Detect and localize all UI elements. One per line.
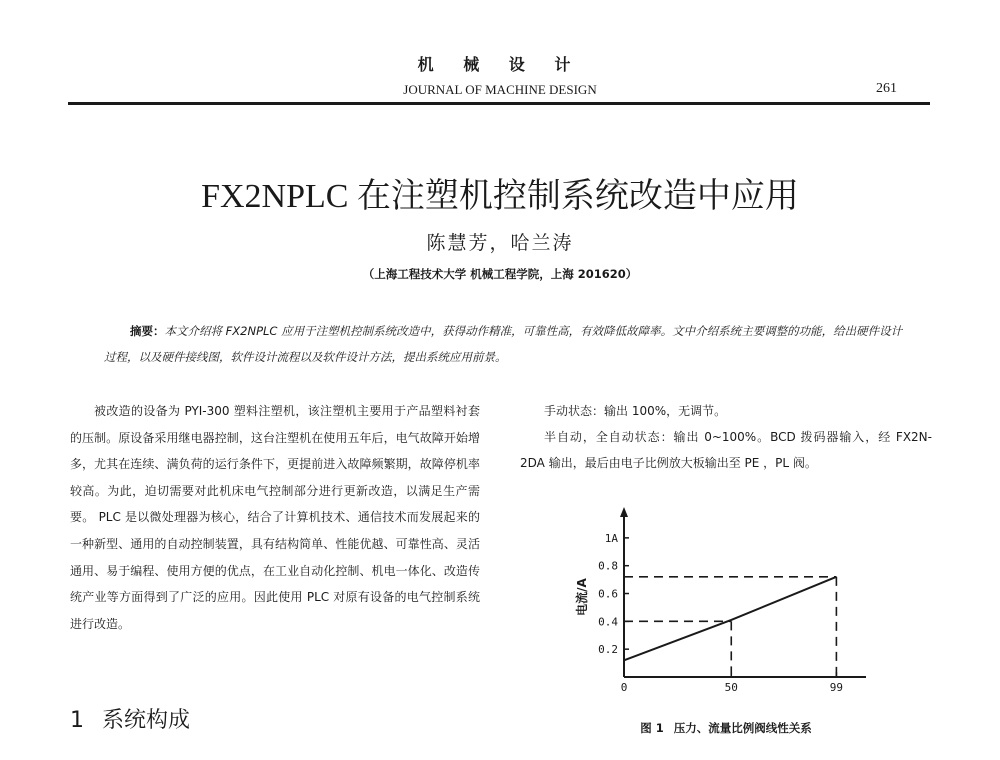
section-heading bbox=[70, 703, 190, 734]
section-title: 系统构成 bbox=[102, 708, 191, 733]
y-tick-label: 0.8 bbox=[598, 559, 618, 573]
figure-1-chart bbox=[570, 505, 870, 713]
header-rule bbox=[68, 102, 930, 105]
figure-caption bbox=[520, 720, 932, 736]
journal-name-cn: 机 械 设 计 bbox=[417, 55, 583, 74]
series-line bbox=[624, 577, 836, 660]
abstract-text: 本文介绍将 FX2NPLC 应用于注塑机控制系统改造中，获得动作精准，可靠性高，有效降低故障率。文中介绍系统主要调整的功能，给出硬件设计过程，以及硬件接线图，软件设计流程以及软件设计方法，提出系统应用前景。 bbox=[104, 324, 903, 364]
article-affiliation: （上海工程技术大学 机械工程学院，上海 201620） bbox=[362, 267, 638, 281]
body-right-column bbox=[520, 398, 932, 476]
abstract bbox=[104, 318, 904, 370]
y-tick-label: 0.6 bbox=[598, 587, 618, 601]
section-number: 1 bbox=[70, 708, 84, 733]
y-tick-label: 0.2 bbox=[598, 643, 618, 657]
x-tick-label: 99 bbox=[829, 681, 844, 694]
article-authors: 陈慧芳，哈兰涛 bbox=[426, 232, 574, 254]
y-tick-label: 1A bbox=[604, 531, 618, 545]
figure-number: 图 1 bbox=[640, 721, 664, 735]
article-title: FX2NPLC 在注塑机控制系统改造中应用 bbox=[201, 178, 799, 215]
y-axis-label: 电流/A bbox=[575, 578, 589, 616]
x-tick-label: 0 bbox=[620, 681, 628, 694]
abstract-label: 摘要： bbox=[130, 324, 165, 338]
x-tick-label: 50 bbox=[724, 681, 738, 694]
journal-name-en: JOURNAL OF MACHINE DESIGN bbox=[403, 82, 597, 97]
page-number: 261 bbox=[876, 81, 897, 96]
right-paragraph-auto: 半自动，全自动状态：输出 0~100%。BCD 拨码器输入，经 FX2N-2DA 输出，最后由电子比例放大板输出至 PE ，PL 阀。 bbox=[520, 430, 932, 470]
y-tick-label: 0.4 bbox=[598, 615, 618, 629]
right-paragraph-manual: 手动状态：输出 100%，无调节。 bbox=[544, 404, 727, 418]
y-axis-arrow bbox=[620, 507, 628, 517]
figure-caption-text: 压力、流量比例阀线性关系 bbox=[673, 721, 812, 735]
body-left-paragraph: 被改造的设备为 PYI-300 塑料注塑机，该注塑机主要用于产品塑料衬套的压制。原设备采用继电器控制，这台注塑机在使用五年后，电气故障开始增多，尤其在连续、满负荷的运行条件下，更提前进入故障频繁期，故障停机率较高。为此，迫切需要对此机床电气控制部分进行更新改造，以满足生产需要。 PLC 是以微处理器为核心，结合了计算机技术、通信技术而发展起来的一种新型、通用的自动控制装置，具有结构简单、性能优越、可靠性高、灵活通用、易于编程、使用方便的优点，在工业自动化控制、机电一体化、改造传统产业等方面得到了广泛的应用。因此使用 PLC 对原有设备的电气控制系统进行改造。 bbox=[70, 404, 480, 631]
